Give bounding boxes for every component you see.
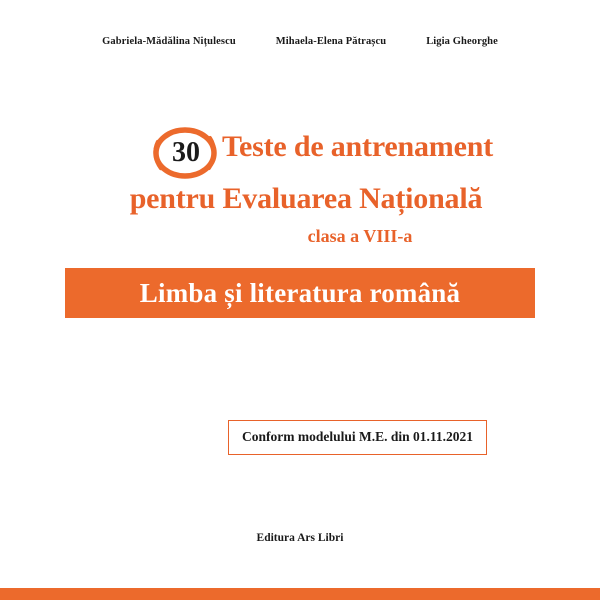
title-block xyxy=(0,128,600,247)
authors-list xyxy=(0,36,600,47)
badge-number: 30 xyxy=(172,137,200,168)
author-name: Gabriela-Mădălina Nițulescu xyxy=(102,36,236,47)
title-line-2: pentru Evaluarea Națională xyxy=(129,182,483,215)
conformity-box xyxy=(228,420,487,455)
subject-banner xyxy=(65,268,535,318)
author-name: Ligia Gheorghe xyxy=(426,36,498,47)
title-first-line xyxy=(0,128,600,180)
title-line-1: Teste de antrenament xyxy=(222,130,493,163)
title-line-3: clasa a VIII-a xyxy=(307,226,413,246)
author-name: Mihaela-Elena Pătrașcu xyxy=(275,36,387,47)
publisher-name: Editura Ars Libri xyxy=(256,532,344,544)
circle-badge-icon xyxy=(152,126,218,180)
conformity-text: Conform modelului M.E. din 01.11.2021 xyxy=(242,429,474,444)
bottom-accent-bar xyxy=(0,588,600,600)
subject-banner-text: Limba și literatura română xyxy=(139,277,461,308)
